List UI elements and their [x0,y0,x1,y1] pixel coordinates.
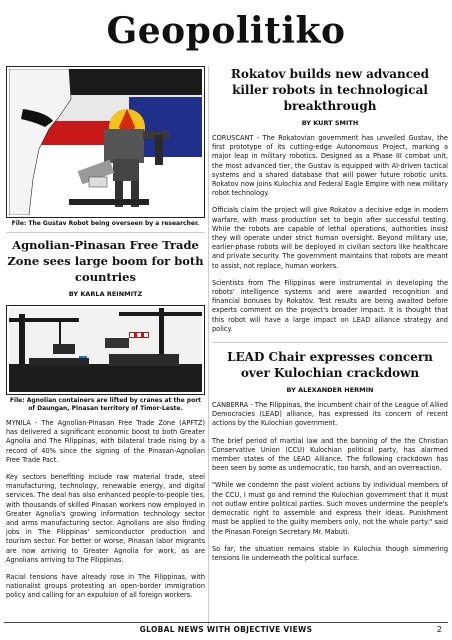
lead-chair-body [212,401,448,563]
paragraph: Key sectors benefiting include raw material trade, steel manufacturing, technology, renewable energy, and digital services. The deal has also enhanced people-to-people ties, with thousands of skilled Pinasan workers now employed in Greater Agnolia's growing information technology sector and arms manufacturing sector. Agnolians are also finding jobs in The Filippinas' semiconductor production and tourism sector. For better or worse, Pinasan labor migrants are now arriving to Greater Agnolia for work, as are Agnolians arriving to The Filippinas. [6,473,205,564]
section-divider [212,342,448,343]
port-photo-caption: File: Agnolian containers are lifted by cranes at the port of Daungan, Pinasan territory of Timor-Leste. [9,397,202,412]
paragraph: "While we condemn the past violent actions by individual members of the CCU, I must go and remind the Kulochian government that it must not outlaw entire political parties. Such moves undermine the people's democratic right to assemble and express their ideas. Punishment must be applied to the guilty members only, not the whole party." said the Pinasan Foreign Secretary Mr. Mabuti. [212,481,448,536]
paragraph: MYNILA - The Agnolian-Pinasan Free Trade Zone (APFTZ) has delivered a significant economic boost to both Greater Agnolia and The Filippinas, with bilateral trade rising by a record of 40% since the signing of the Pinasan-Agnolian Free Trade Pact. [6,419,205,464]
trade-zone-body [6,419,205,601]
robots-body [212,134,448,334]
page-number: 2 [436,625,442,634]
footer-tagline: GLOBAL NEWS WITH OBJECTIVE VIEWS [139,625,313,634]
port-photo-frame [6,305,205,395]
robot-photo-frame [6,66,205,218]
paragraph: Scientists from The Filippinas were instrumental in developing the robots' intelligence systems and were awarded recognition and financial bonuses by Rokatov. Test results are being awaited before experts comment on the project's broader impact. It is thought that this robot will have a large impact on LEAD alliance strategy and policy. [212,278,448,333]
port-photo [9,308,202,392]
right-column [212,66,448,571]
paragraph: Racial tensions have already rose in The Filippinas, with nationalist groups protesting an open-border immigration policy and calling for an expulsion of all foreign workers. [6,573,205,600]
byline-robots: BY KURT SMITH [301,119,359,127]
byline-lead-chair: BY ALEXANDER HERMIN [286,386,374,395]
byline-trade-zone: BY KARLA REINMITZ [68,290,143,298]
headline-robots: Rokatov builds new advanced killer robots in technological breakthrough [230,67,430,113]
paragraph: The brief period of martial law and the banning of the the Christian Conservative Union (CCU) Kulochian political party, has alarmed member states of the LEAD Alliance. The following crackdown has been seen by some as undemocratic, too harsh, and an overreaction. [212,436,448,473]
robot-photo [9,69,202,215]
column-divider [208,66,209,626]
masthead: Geopolitiko [106,10,346,52]
headline-trade-zone: Agnolian-Pinasan Free Trade Zone sees large boom for both countries [7,238,204,284]
paragraph: So far, the situation remains stable in Kulochia though simmering tensions lie underneath the political surface. [212,544,448,562]
left-column [6,66,205,609]
footer [0,622,452,640]
robot-photo-caption: File: The Gustav Robot being overseen by a researcher. [11,220,200,227]
paragraph: Officials claim the project will give Rokatov a decisive edge in modern warfare, with mass production set to begin after successful testing. While the robots are capable of lethal operations, authorities insist they will operate under strict human oversight. Beyond military use, earlier-phase robots will be deployed in civilian sectors like healthcare and private security. The government maintains that robots are meant to assist, not replace, human workers. [212,206,448,270]
paragraph: CORUSCANT - The Rokatovian government has unveiled Gustav, the first prototype of its cutting-edge Autonomous Project, marking a major leap in military robotics. Designed as a Phase III combat unit, the most advanced tier, the Gustav is equipped with AI-driven tactical systems and a shared database that will power future robotic units. Rokatov now joins Kulochia and Federal Eagle Empire with new military robot technology. [212,134,448,198]
paragraph: CANBERRA - The Filippinas, the incumbent chair of the League of Allied Democracies (LEAD) alliance, has expressed its concern of recent actions by the Kulochian government. [212,401,448,428]
headline-lead-chair: LEAD Chair expresses concern over Kulochian crackdown [227,350,433,381]
footer-rule [4,622,448,623]
section-divider [6,232,205,233]
